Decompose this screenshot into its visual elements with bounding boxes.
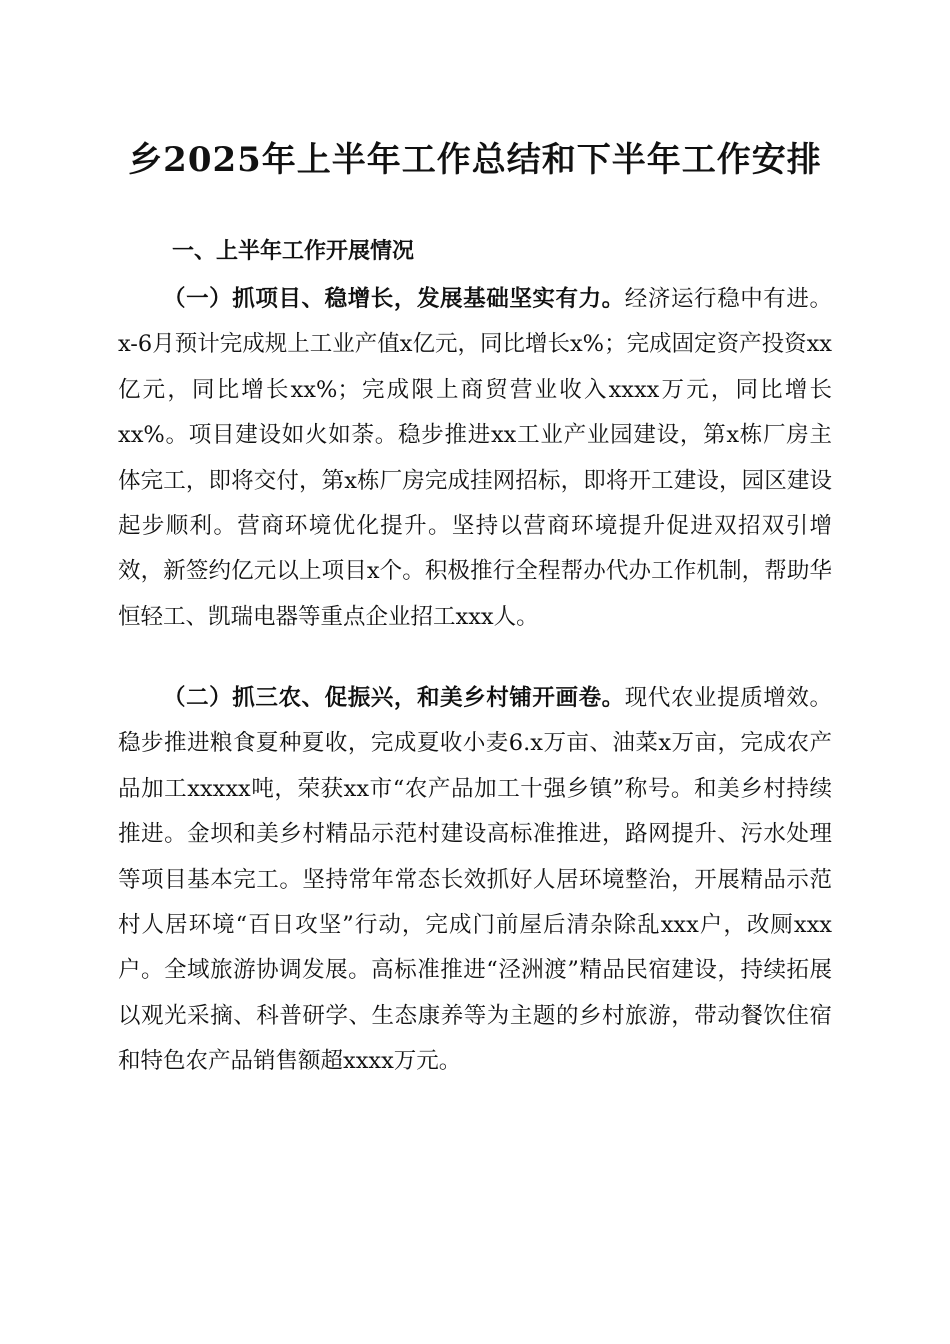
document-title: 乡2025年上半年工作总结和下半年工作安排	[128, 140, 822, 180]
paragraph-lead: （一）抓项目、稳增长，发展基础坚实有力。	[163, 286, 625, 312]
paragraph	[118, 277, 832, 640]
paragraph	[118, 676, 832, 1085]
section-heading: 一、上半年工作开展情况	[172, 239, 415, 264]
paragraph-text: 现代农业提质增效。稳步推进粮食夏种夏收，完成夏收小麦6.x万亩、油菜x万亩，完成农产品加工xxxxx吨，荣获xx市“农产品加工十强乡镇”称号。和美乡村持续推进。金坝和美乡村精品示范村建设高标准推进，路网提升、污水处理等项目基本完工。坚持常年常态长效抓好人居环境整治，开展精品示范村人居环境“百日攻坚”行动，完成门前屋后清杂除乱xxx户，改厕xxx户。全域旅游协调发展。高标准推进“泾洲渡”精品民宿建设，持续拓展以观光采摘、科普研学、生态康养等为主题的乡村旅游，带动餐饮住宿和特色农产品销售额超xxxx万元。	[118, 685, 832, 1075]
paragraph-text: 经济运行稳中有进。x-6月预计完成规上工业产值x亿元，同比增长x%；完成固定资产投资xx亿元，同比增长xx%；完成限上商贸营业收入xxxx万元，同比增长xx%。项目建设如火如荼。稳步推进xx工业产业园建设，第x栋厂房主体完工，即将交付，第x栋厂房完成挂网招标，即将开工建设，园区建设起步顺利。营商环境优化提升。坚持以营商环境提升促进双招双引增效，新签约亿元以上项目x个。积极推行全程帮办代办工作机制，帮助华恒轻工、凯瑞电器等重点企业招工xxx人。	[118, 286, 832, 630]
paragraph-lead: （二）抓三农、促振兴，和美乡村铺开画卷。	[163, 685, 625, 711]
